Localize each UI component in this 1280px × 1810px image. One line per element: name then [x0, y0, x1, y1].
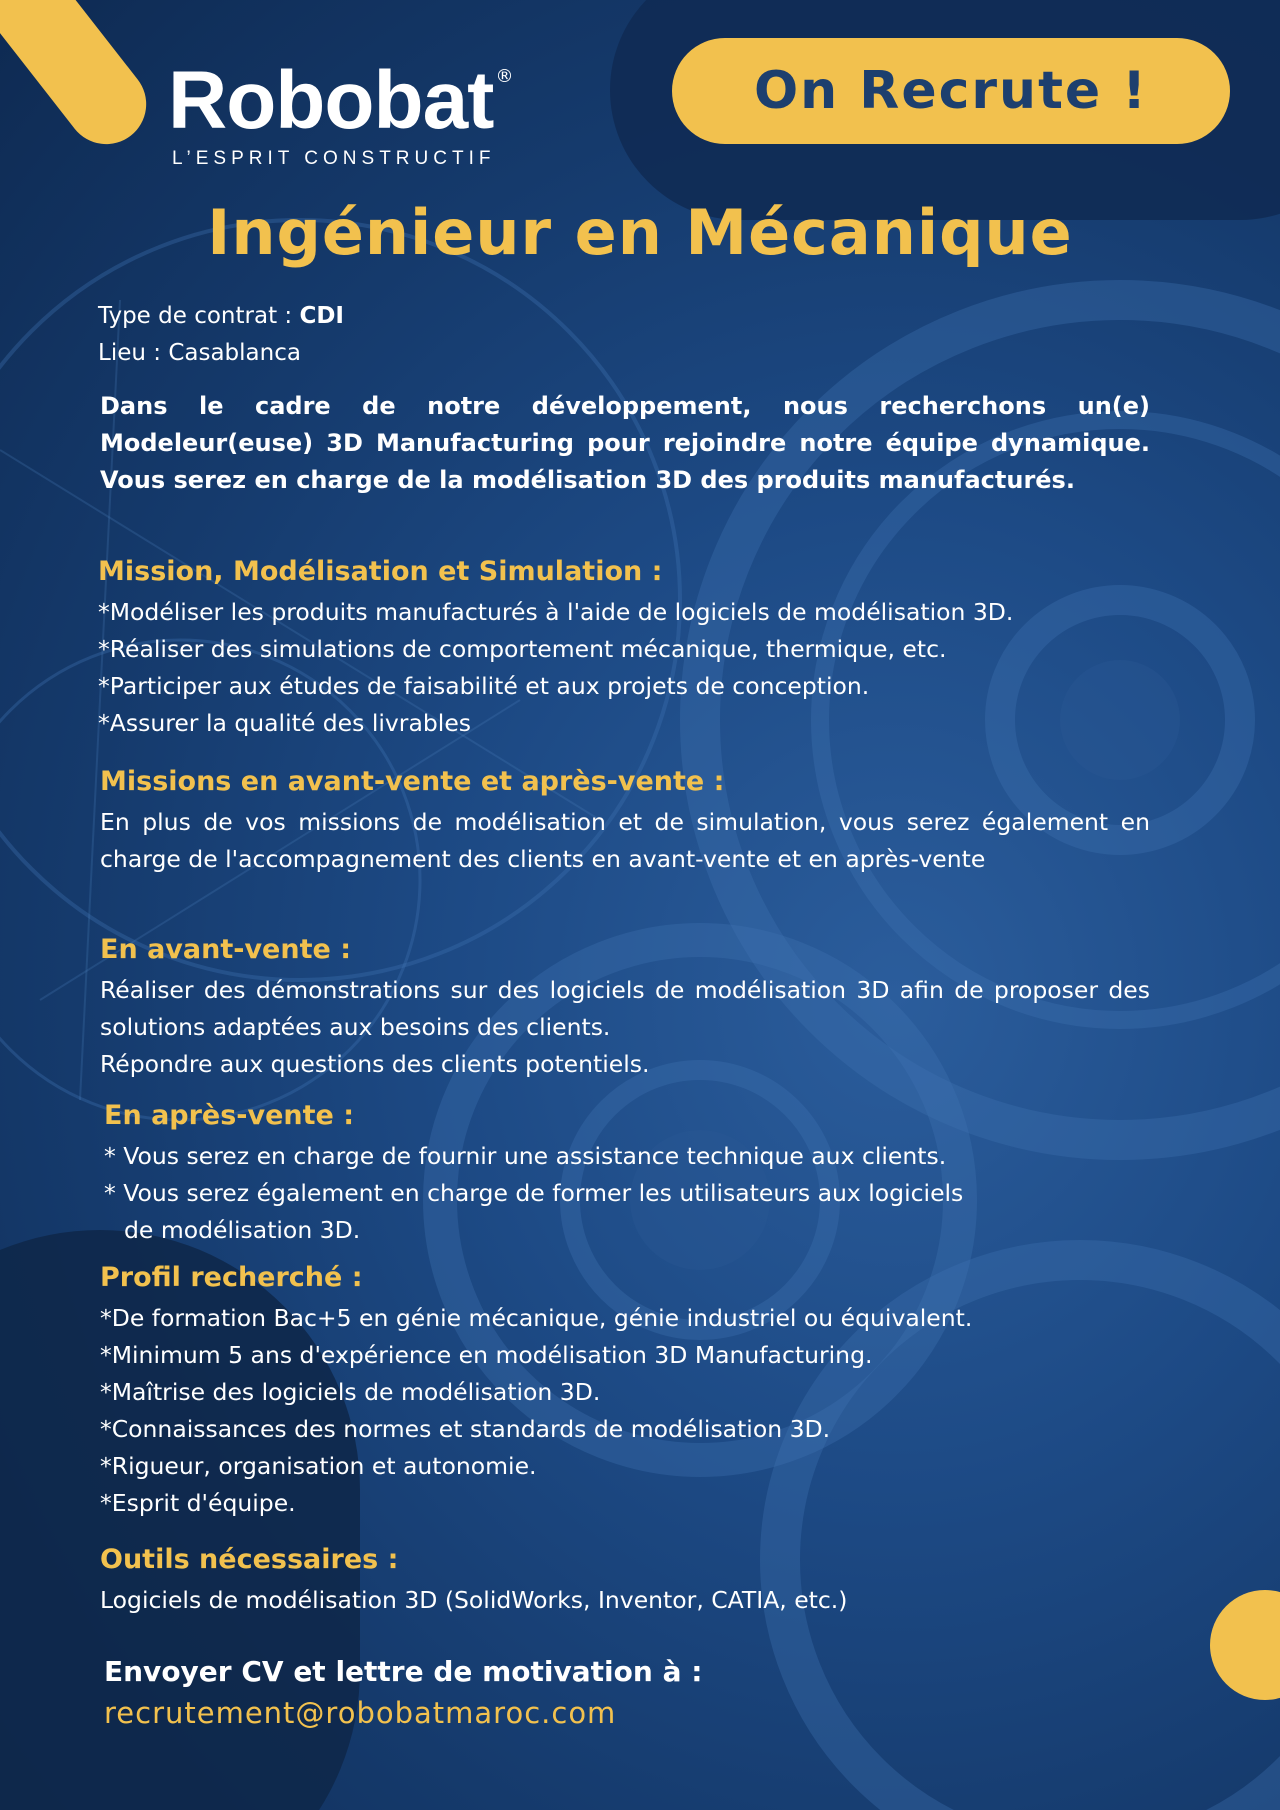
list-item: *De formation Bac+5 en génie mécanique, génie industriel ou équivalent. — [100, 1304, 973, 1332]
location-label: Lieu : — [98, 340, 169, 366]
logo-wordmark: Robobat — [168, 55, 494, 146]
list-item: *Connaissances des normes et standards de modélisation 3D. — [100, 1415, 831, 1443]
section-heading: En après-vente : — [104, 1100, 355, 1131]
list-item: *Esprit d'équipe. — [100, 1489, 296, 1517]
application-contact — [104, 1652, 702, 1734]
section-apres-vente — [104, 1096, 1174, 1249]
list-item: *Assurer la qualité des livrables — [98, 709, 472, 737]
intro-paragraph: Dans le cadre de notre développement, nous recherchons un(e) Modeleur(euse) 3D Manufacturing pour rejoindre notre équipe dynamique. Vous serez en charge de la modélisation 3D des produits manufacturés. — [100, 392, 1150, 494]
list-item: * Vous serez également en charge de former les utilisateurs aux logiciels — [104, 1179, 964, 1207]
contract-type — [98, 303, 344, 329]
list-item: * Vous serez en charge de fournir une assistance technique aux clients. — [104, 1142, 947, 1170]
section-missions-vente — [100, 762, 1170, 878]
section-heading: Mission, Modélisation et Simulation : — [98, 556, 663, 587]
list-item: *Rigueur, organisation et autonomie. — [100, 1452, 537, 1480]
contract-label: Type de contrat : — [98, 303, 300, 329]
list-item: *Réaliser des simulations de comportement mécanique, thermique, etc. — [98, 635, 947, 663]
list-item: de modélisation 3D. — [124, 1216, 361, 1244]
robobat-logo — [168, 55, 514, 170]
section-outils — [100, 1540, 1170, 1619]
list-item: *Participer aux études de faisabilité et aux projets de conception. — [98, 672, 870, 700]
section-heading: Profil recherché : — [100, 1262, 363, 1293]
section-text-2: Répondre aux questions des clients potentiels. — [100, 1050, 650, 1078]
section-profil — [100, 1258, 1170, 1522]
section-mission — [98, 552, 1168, 742]
location-value: Casablanca — [168, 340, 301, 366]
recruiting-badge: On Recrute ! — [672, 38, 1230, 144]
recruitment-email-link[interactable]: recrutement@robobatmaroc.com — [104, 1696, 617, 1730]
list-item: *Maîtrise des logiciels de modélisation 3D. — [100, 1378, 601, 1406]
cta-label: Envoyer CV et lettre de motivation à : — [104, 1655, 703, 1688]
section-text: Réaliser des démonstrations sur des logiciels de modélisation 3D afin de proposer des solutions adaptées aux besoins des clients. — [100, 976, 1150, 1041]
location — [98, 340, 301, 366]
section-heading: Outils nécessaires : — [100, 1544, 399, 1575]
section-avant-vente — [100, 930, 1170, 1083]
contract-value: CDI — [299, 303, 344, 329]
list-item: *Minimum 5 ans d'expérience en modélisation 3D Manufacturing. — [100, 1341, 873, 1369]
section-text: En plus de vos missions de modélisation et de simulation, vous serez également en charge de l'accompagnement des clients en avant-vente et en après-vente — [100, 808, 1150, 873]
section-heading: En avant-vente : — [100, 934, 351, 965]
section-heading: Missions en avant-vente et après-vente : — [100, 766, 725, 797]
section-text: Logiciels de modélisation 3D (SolidWorks, Inventor, CATIA, etc.) — [100, 1586, 848, 1614]
registered-mark: ® — [495, 66, 514, 87]
list-item: *Modéliser les produits manufacturés à l'aide de logiciels de modélisation 3D. — [98, 598, 1014, 626]
logo-tagline: L’ESPRIT CONSTRUCTIF — [172, 148, 496, 169]
job-title: Ingénieur en Mécanique — [207, 196, 1073, 269]
